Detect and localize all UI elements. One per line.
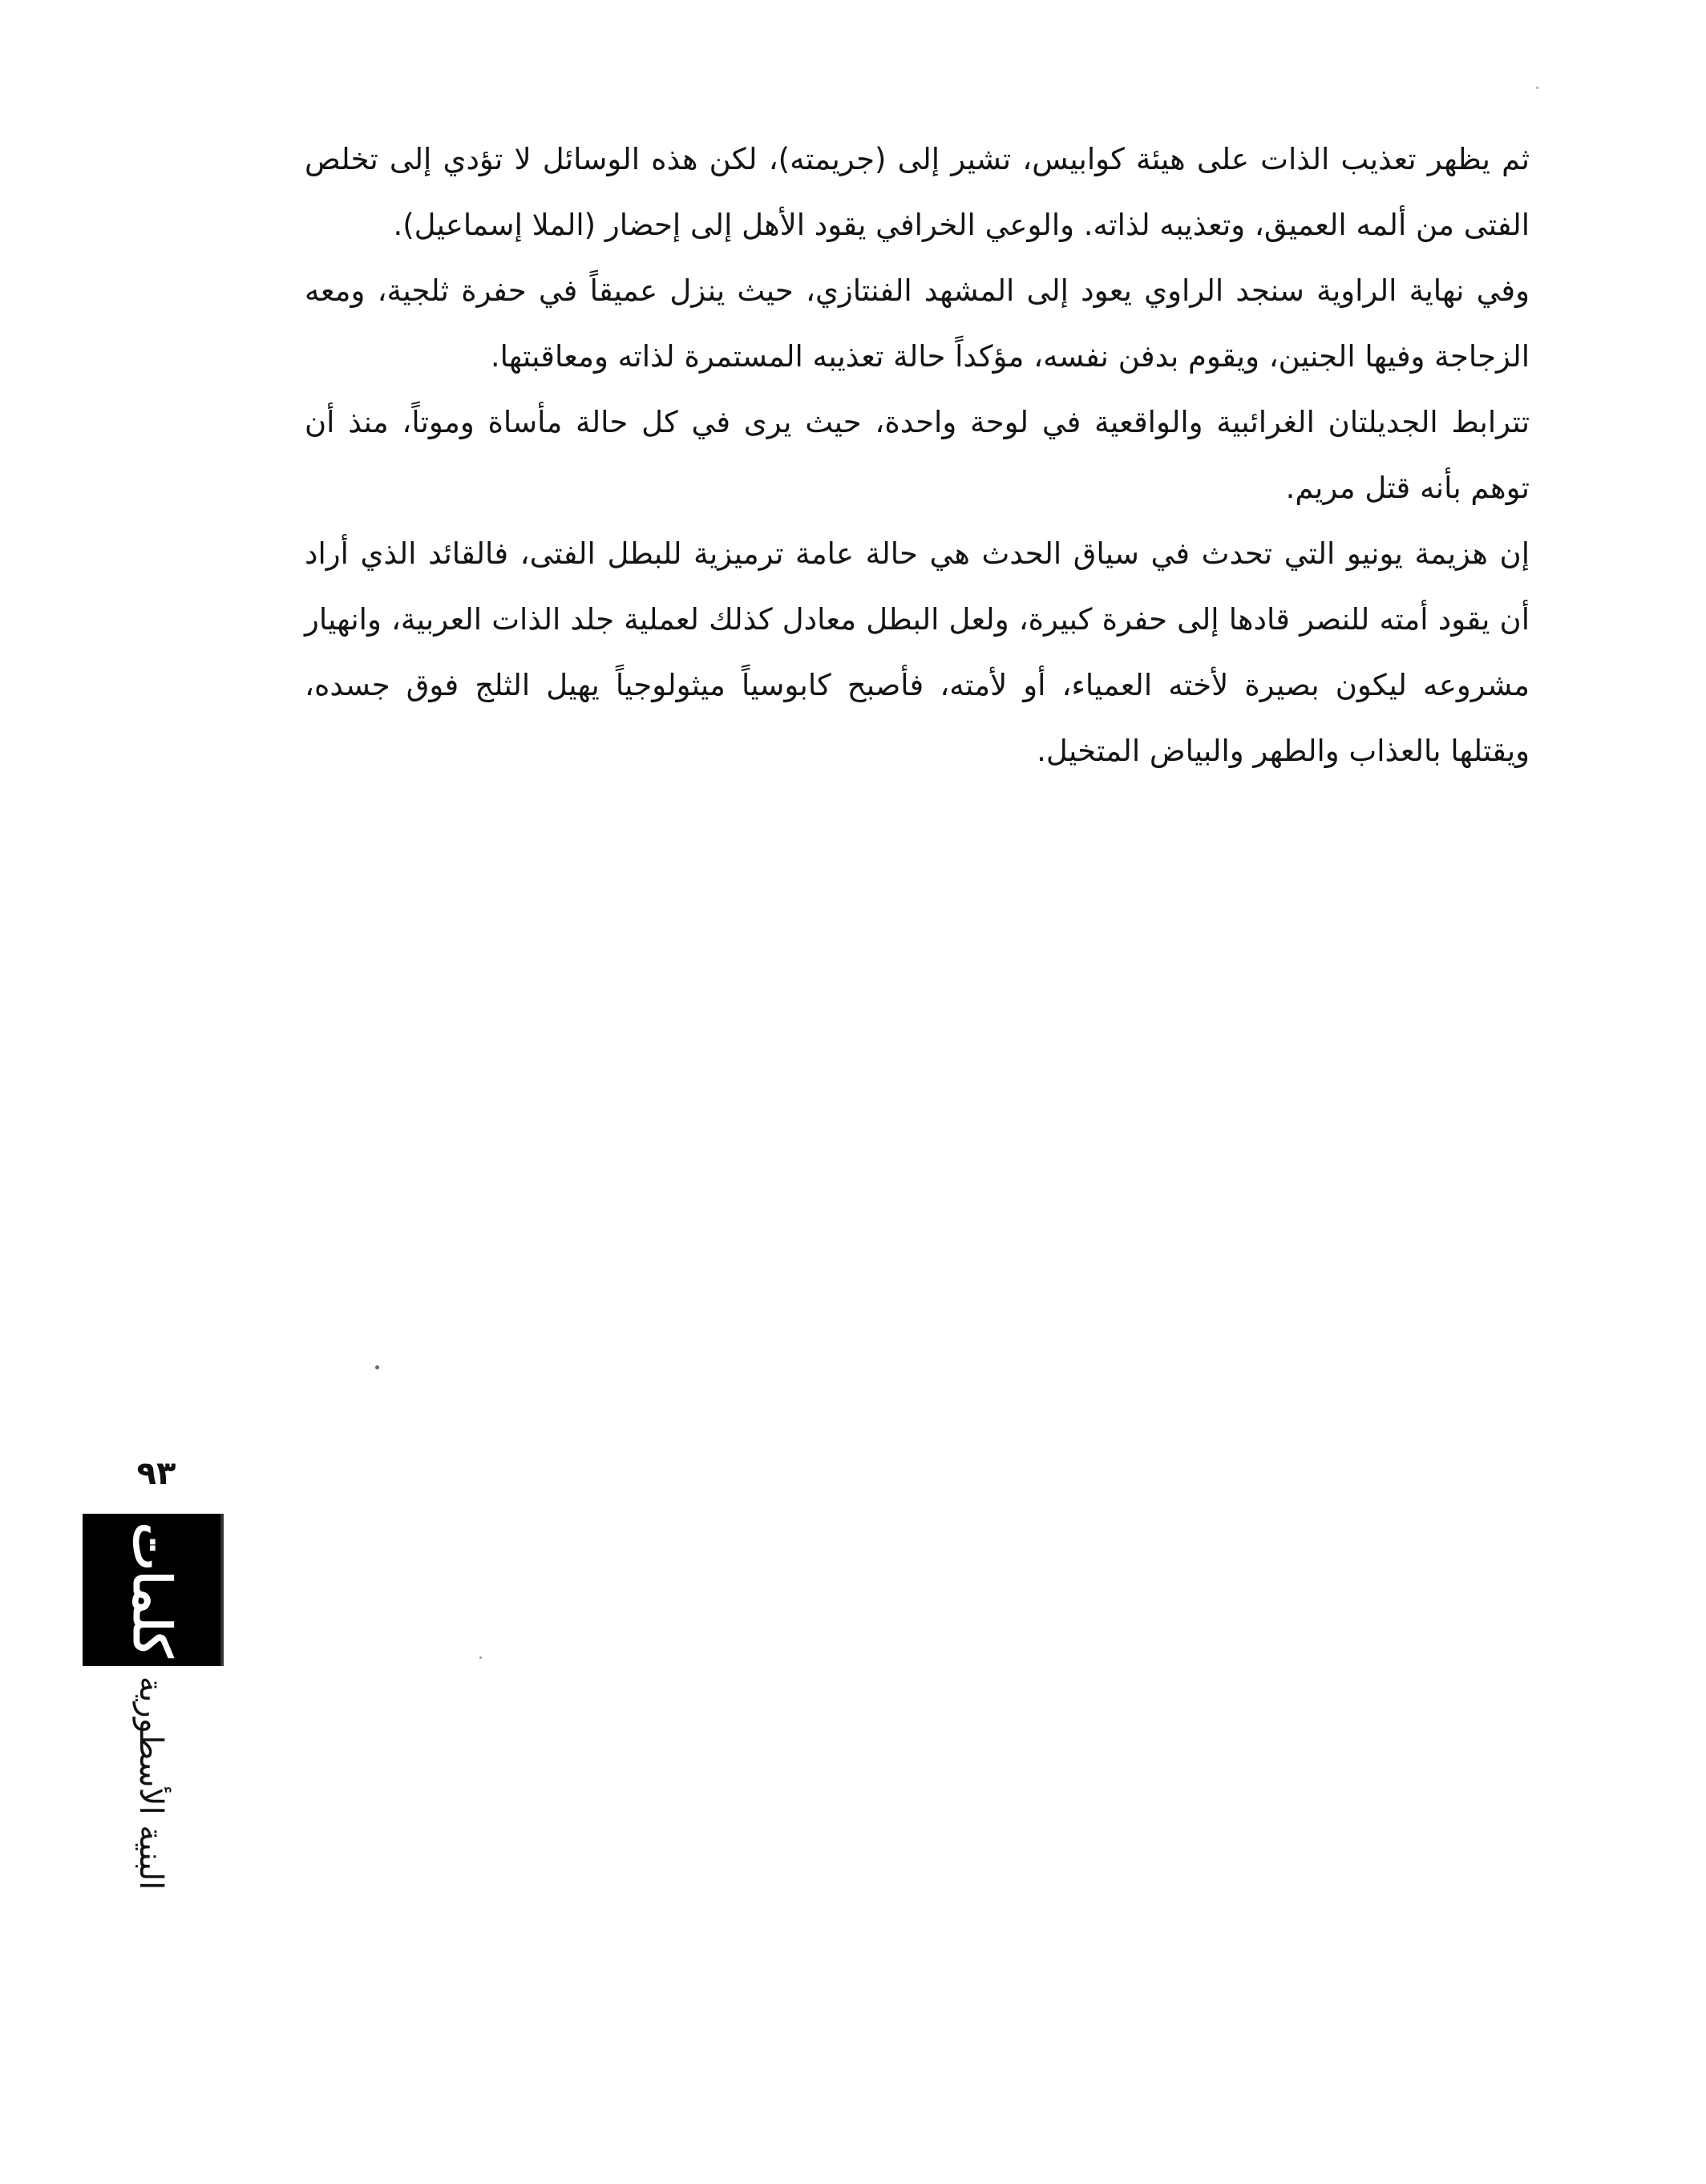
book-title: البنية الأسطورية — [132, 1676, 169, 1891]
body-text — [305, 127, 1530, 784]
paragraph-2: وفي نهاية الراوية سنجد الراوي يعود إلى المشهد الفنتازي، حيث ينزل عميقاً في حفرة ثلجية، ومعه الزجاجة وفيها الجنين، ويقوم بدفن نفسه، مؤكداً حالة تعذيبه المستمرة لذاته ومعاقبتها. — [305, 273, 1530, 374]
paragraph-3: تترابط الجديلتان الغرائبية والواقعية في لوحة واحدة، حيث يرى في كل حالة مأساة وموتاً، منذ أن توهم بأنه قتل مريم. — [305, 405, 1530, 505]
print-speck — [375, 1365, 379, 1369]
paragraph-4: إن هزيمة يونيو التي تحدث في سياق الحدث هي حالة عامة ترميزية للبطل الفتى، فالقائد الذي أراد أن يقود أمته للنصر قادها إلى حفرة كبيرة، ولعل البطل معادل كذلك لعملية جلد الذات العربية، وانهيار مشروعه ليكون بصيرة لأخته العمياء، أو لأمته، فأصبح كابوسياً ميثولوجياً يهيل الثلج فوق جسده، ويقتلها بالعذاب والطهر والبياض المتخيل. — [305, 536, 1530, 768]
series-tab — [83, 1514, 224, 1666]
print-speck — [1536, 87, 1538, 89]
page-number: ٩٣ — [136, 1455, 176, 1492]
series-label: كلمات — [121, 1522, 182, 1658]
print-speck — [479, 1656, 482, 1659]
paragraph-1: ثم يظهر تعذيب الذات على هيئة كوابيس، تشير إلى (جريمته)، لكن هذه الوسائل لا تؤدي إلى تخلص الفتى من ألمه العميق، وتعذيبه لذاته. والوعي الخرافي يقود الأهل إلى إحضار (الملا إسماعيل). — [305, 142, 1530, 242]
